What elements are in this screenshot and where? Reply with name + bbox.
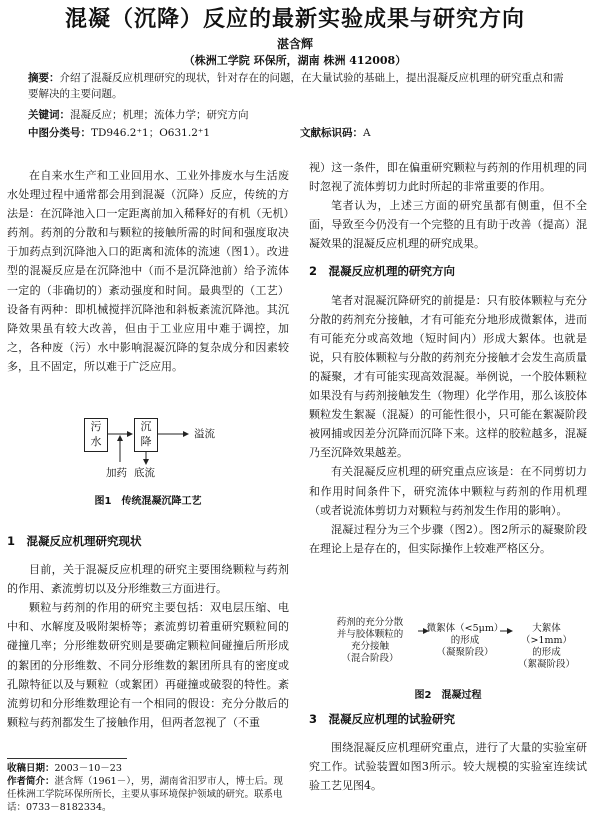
author-bio: 湛含辉（1961－），男，湖南省汨罗市人，博士后。现任株洲工学院环保所所长，主要从事环境保护领域的研究。联系电话：0733－8182334。 [7,776,283,813]
underflow-label: 底流 [134,467,155,479]
author-view-paragraph: 笔者认为，上述三方面的研究虽都有侧重，但不全面，导致至今仍没有一个完整的且有助于改善（提高）混凝效果的混凝反应机理的研究成果。 [309,199,587,251]
classification [28,125,268,141]
section-3-heading: 3 混凝反应机理的试验研究 [309,712,456,726]
author-bio-label: 作者简介： [7,776,55,787]
section-2-paragraph-1: 笔者对混凝沉降研究的前提是：只有胶体颗粒与充分分散的药剂充分接触，才有可能充分地形成微絮体，进而有可能充分或高效地（短时间内）形成大絮体。也就是说，只有胶体颗粒与分散的药剂充分接触才会发生高质量的凝聚，才有可能实现高效混凝。举例说，一个胶体颗粒如果没有与药剂接触发生（物理）化学作用，那么该胶体颗粒发生絮凝（混凝）的可能性很小，只可能在絮凝阶段被网捕或因差分沉降而沉降下来。这样的胶粒越多，混凝乃至沉降效果越差。 [309,293,587,460]
footnote-rule [7,758,127,759]
right-column-section-3 [309,710,587,795]
affiliation: （株洲工学院 环保所，湖南 株洲 412008） [183,54,407,67]
continued-paragraph: 视）这一条件，即在偏重研究颗粒与药剂的作用机理的同时忽视了流体剪切力此时所起的非常重要的作用。 [309,161,587,194]
section-2-heading: 2 混凝反应机理的研究方向 [309,264,456,279]
document-code [300,125,371,141]
section-3-paragraph-1: 围绕混凝反应机理研究重点，进行了大量的实验室研究工作。试验装置如图3所示。较大规模的实验室连续试验工艺见图4。 [309,741,587,793]
figure-2-diagram [320,617,585,687]
overflow-label: 溢流 [194,428,215,440]
figure-1-caption: 图1 传统混凝沉降工艺 [94,496,202,507]
section-1-paragraph-1: 目前，关于混凝反应机理的研究主要围绕颗粒与药剂的作用、紊流剪切以及分形维数三方面进行。 [7,563,289,596]
figure-2-arrows [320,617,585,667]
coagulation-stage: 微絮体（<5μm） 的形成 （凝聚阶段） [426,623,504,658]
keywords-text: 混凝反应；机理；流体力学；研究方向 [70,109,249,121]
dosing-label: 加药 [106,467,127,479]
received-label: 收稿日期： [7,763,55,774]
section-2-paragraph-2: 有关混凝反应机理的研究重点应该是：在不同剪切力和作用时间条件下，研究流体中颗粒与药剂的作用机理（或者说流体剪切力对颗粒与药剂发生作用的影响）。 [309,465,587,517]
figure-2-caption: 图2 混凝过程 [414,690,482,701]
keywords-label: 关键词： [28,109,70,121]
abstract-label: 摘要： [28,72,60,84]
classification-text: TD946.2⁺1；O631.2⁺1 [91,127,211,139]
settling-box: 沉 降 [134,418,158,452]
paper-title: 混凝（沉降）反应的最新实验成果与研究方向 [64,7,525,32]
keywords [28,107,568,123]
flocculation-stage: 大絮体（>1mm） 的形成 （絮凝阶段） [517,623,575,670]
abstract [28,70,568,102]
mixing-stage: 药剂的充分分散 并与胶体颗粒的 充分接触 （混合阶段） [336,617,404,664]
wastewater-box: 污 水 [84,418,108,452]
left-column-intro [7,166,289,376]
intro-paragraph: 在自来水生产和工业回用水、工业外排废水与生活废水处理过程中通常都会用到混凝（沉降）反应，传统的方法是：在沉降池入口一定距离前加入稀释好的有机（无机）药剂。药剂的分散和与颗粒的接触所需的时间和强度取决于加药点到沉降池入口的距离和流体的流速（图1）。改进型的混凝反应是在沉降池中（而不是沉降池前）给予流体一定的（非确切的）紊动强度和时间。最典型的（工艺）设备有两种：即机械搅拌沉降池和斜板紊流沉降池。其沉降效果虽有较大改善，但由于工业应用中难于调控，加之，各种废（污）水中影响混凝沉降的复杂成分和因素较多，且不固定，所以难于广泛应用。 [7,169,289,373]
author-name: 湛含辉 [276,37,313,51]
doc-code-label: 文献标识码： [300,127,363,139]
doc-code-text: A [363,127,371,139]
section-1-paragraph-2: 颗粒与药剂的作用的研究主要包括：双电层压缩、电中和、水解度及吸附架桥等；紊流剪切着重研究颗粒间的碰撞几率；分形维数研究则是要确定颗粒间碰撞后所形成的絮团的分形维数、不同分形维数的絮团所具有的密度或孔隙特征以及与颗粒（或絮团）再碰撞或破裂的特性。紊流剪切和分形维数理论有一个相同的假设：充分分散后的颗粒与药剂都发生了接触作用，但两者忽视了（不重 [7,601,289,729]
abstract-text: 介绍了混凝反应机理研究的现状，针对存在的问题，在大量试验的基础上，提出混凝反应机理的研究重点和需要解决的主要问题。 [28,72,564,100]
right-column [309,158,587,558]
section-2-paragraph-3: 混凝过程分为三个步骤（图2）。图2所示的凝聚阶段在理论上是存在的，但实际操作上较难严格区分。 [309,522,587,555]
footnote [7,762,289,814]
received-date: 2003－10－23 [54,763,122,774]
left-column-section-1 [7,532,289,732]
section-1-heading: 1 混凝反应机理研究现状 [7,534,142,548]
classification-label: 中图分类号： [28,127,91,139]
